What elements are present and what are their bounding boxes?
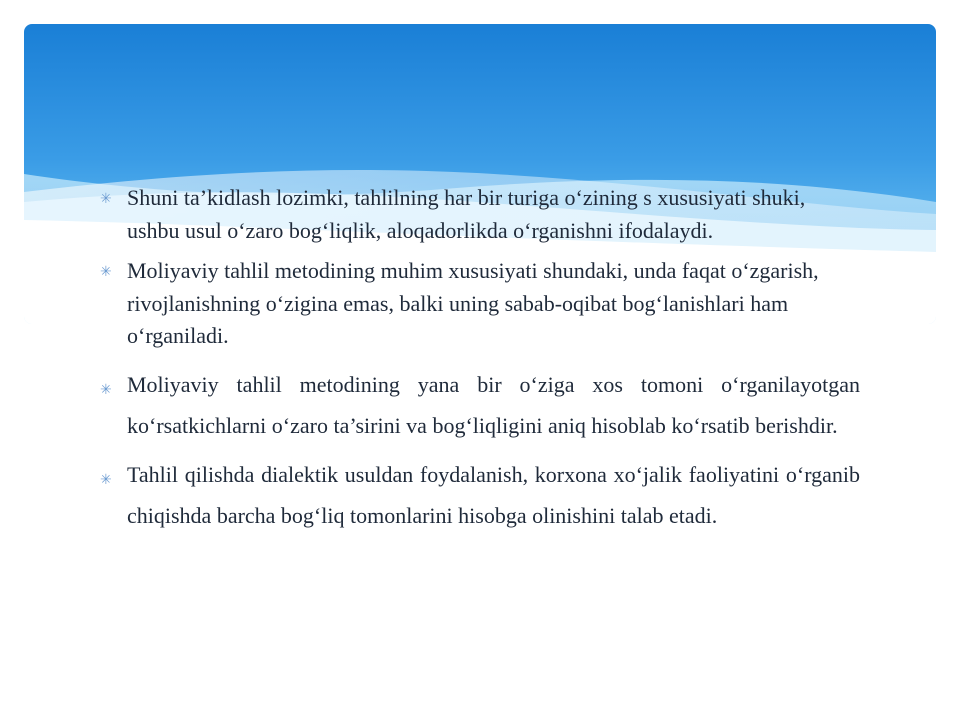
bullet-list: [100, 182, 860, 536]
bullet-text: Moliyaviy tahlil metodining muhim xususiyati shundaki, unda faqat o‘zgarish, rivojlanishning o‘zigina emas, balki uning sabab-oqibat bog‘lanishlari ham o‘rganiladi.: [127, 258, 819, 348]
bullet-text: Moliyaviy tahlil metodining yana bir o‘ziga xos tomoni o‘rganilayotgan ko‘rsatkichlarni o‘zaro ta’sirini va bog‘liqligini aniq hisoblab ko‘rsatib berishdir.: [127, 371, 860, 438]
asterisk-icon: ✳: [100, 264, 112, 280]
bullet-text: Tahlil qilishda dialektik usuldan foydalanish, korxona xo‘jalik faoliyatini o‘rganib chiqishda barcha bog‘liq tomonlarini hisobga olinishini talab etadi.: [127, 461, 860, 528]
asterisk-icon: ✳: [100, 471, 112, 488]
bullet-item: [100, 255, 860, 353]
asterisk-icon: ✳: [100, 381, 112, 398]
bullet-item: [100, 364, 860, 446]
bullet-text: Shuni ta’kidlash lozimki, tahlilning har bir turiga o‘zining s xususiyati shuki, ushbu usul o‘zaro bog‘liqlik, aloqadorlikda o‘rganishni ifodalaydi.: [127, 185, 806, 243]
asterisk-icon: ✳: [100, 191, 112, 207]
bullet-item: [100, 182, 860, 247]
bullet-item: [100, 454, 860, 536]
